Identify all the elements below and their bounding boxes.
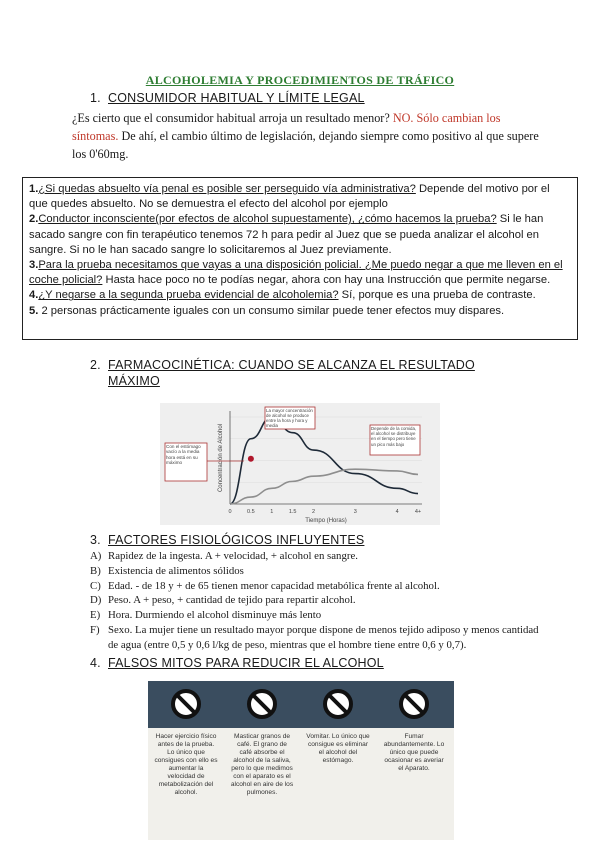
- myth-card: [300, 728, 376, 840]
- qa-item-3: [29, 258, 571, 288]
- section-1-text-red: NO. Sólo cambian los síntomas.: [72, 111, 501, 143]
- section-1-number: 1.: [90, 91, 101, 105]
- factor-item: [90, 579, 550, 594]
- factor-marker: A): [90, 550, 102, 562]
- qa-num: 2.: [29, 213, 39, 226]
- bac-chart-svg: [160, 403, 440, 525]
- factor-marker: B): [90, 564, 101, 577]
- y-axis-label: Concentración de Alcohol: [218, 423, 224, 493]
- myths-icon-bar: [148, 681, 454, 728]
- section-1-heading: [90, 91, 365, 105]
- factor-text: Edad. - de 18 y + de 65 tienen menor capacidad metabólica frente al alcohol.: [108, 579, 440, 592]
- myth-text: Masticar granos de café. El grano de café absorbe el alcohol de la saliva, pero lo que medimos con el aparato es el alcohol en aire de los pulmones.: [230, 733, 294, 796]
- section-3-title: FACTORES FISIOLÓGICOS INFLUYENTES: [108, 533, 365, 547]
- qa-answer: Hasta hace poco no te podías negar, ahora con hay una Instrucción que permite negarse.: [102, 274, 551, 287]
- qa-num: 5.: [29, 304, 39, 317]
- x-tick-label: 2: [312, 509, 316, 515]
- factor-item: [90, 608, 550, 623]
- factor-item: [90, 623, 550, 653]
- factor-text: Rapidez de la ingesta. A + velocidad, + alcohol en sangre.: [108, 550, 358, 562]
- factor-text: Existencia de alimentos sólidos: [108, 564, 244, 577]
- bac-chart: [160, 403, 440, 525]
- section-4-title: FALSOS MITOS PARA REDUCIR EL ALCOHOL: [108, 656, 384, 670]
- qa-answer: Si le han sacado sangre con fin terapéutico tenemos 72 h para pedir al Juez que se pueda analizar el alcohol en sangre. Si no le han sacado sangre lo solicitaremos al Juez previamente.: [29, 213, 544, 256]
- x-axis-label: Tiempo (Horas): [305, 518, 347, 524]
- section-1-title: CONSUMIDOR HABITUAL Y LÍMITE LEGAL: [108, 91, 365, 105]
- prohibited-icon: [321, 687, 355, 721]
- qa-num: 1.: [29, 183, 39, 195]
- factor-text: Peso. A + peso, + cantidad de tejido para repartir alcohol.: [108, 594, 356, 607]
- qa-question: Para la prueba necesitamos que vayas a una disposición policial. ¿Me puedo negar a que me lleven en el coche policial?: [29, 259, 563, 287]
- factor-item: [90, 564, 550, 579]
- factor-marker: F): [90, 623, 100, 636]
- series-line-2: [230, 469, 418, 504]
- section-2-heading: [90, 357, 530, 389]
- section-2-title-line1: FARMACOCINÉTICA: CUANDO SE ALCANZA EL RESULTADO: [108, 358, 475, 372]
- section-1-text-b: De ahí, el cambio último de legislación, dejando siempre como positivo al que supere los 0'60mg.: [72, 129, 539, 161]
- x-tick-label: 3: [353, 509, 357, 515]
- annotation-2: [266, 408, 314, 428]
- annotation-2-text: La mayor concentración de alcohol se produce entre la hora y hora y media: [266, 408, 313, 428]
- peak-marker: [248, 456, 254, 462]
- section-3-heading: [90, 533, 364, 547]
- myths-panel: [148, 681, 454, 840]
- section-3-number: 3.: [90, 533, 101, 547]
- factor-marker: D): [90, 594, 102, 607]
- qa-item-5: [29, 304, 571, 319]
- page-title: ALCOHOLEMIA Y PROCEDIMIENTOS DE TRÁFICO: [145, 73, 455, 87]
- qa-question: ¿Si quedas absuelto vía penal es posible ser perseguido vía administrativa?: [38, 183, 416, 195]
- factor-text: Sexo. La mujer tiene un resultado mayor porque dispone de menos tejido adiposo y menos cantidad de agua (entre 0,5 y 0,6 l/kg de peso, mientras que el hombre tiene entre 0,6 y 0,7).: [108, 623, 539, 651]
- qa-answer: Sí, porque es una prueba de contraste.: [338, 289, 536, 302]
- annotation-3-text: Depende de la comida, el alcohol se distribuye en el tiempo pero tiene un pico más bajo: [371, 426, 417, 447]
- section-4-number: 4.: [90, 656, 101, 670]
- myth-text: Fumar abundantemente. Lo único que puede ocasionar es averiar el Aparato.: [383, 733, 445, 772]
- qa-num: 4.: [29, 289, 39, 302]
- annotation-3: [371, 426, 419, 454]
- qa-item-4: [29, 288, 571, 303]
- section-1-paragraph: [72, 109, 542, 163]
- x-tick-label: 4: [395, 509, 399, 515]
- factor-marker: C): [90, 579, 101, 592]
- qa-num: 3.: [29, 259, 39, 272]
- qa-answer: 2 personas prácticamente iguales con un consumo similar puede tener efectos muy dispares.: [38, 304, 505, 317]
- section-2-number: 2.: [90, 358, 101, 372]
- section-1-text-a: ¿Es cierto que el consumidor habitual arroja un resultado menor?: [72, 111, 393, 125]
- myth-text: Hacer ejercicio físico antes de la prueba. Lo único que consigues con ello es aumentar la velocidad de metabolización del alcohol.: [154, 733, 218, 796]
- section-2-title-line2: MÁXIMO: [108, 374, 160, 388]
- prohibited-icon: [245, 687, 279, 721]
- prohibited-icon: [397, 687, 431, 721]
- factor-marker: E): [90, 609, 101, 622]
- qa-item-2: [29, 212, 571, 258]
- factor-text: Hora. Durmiendo el alcohol disminuye más lento: [108, 609, 322, 622]
- qa-answer: Depende del motivo por el que quedes absuelto. No se demuestra el efecto del alcohol por ejemplo: [29, 183, 550, 211]
- qa-item-1: [29, 182, 571, 212]
- x-tick-label: 0.5: [247, 509, 255, 515]
- x-tick-label: 1: [270, 509, 274, 515]
- section-4-heading: [90, 656, 384, 670]
- x-tick-label: 1.5: [288, 509, 297, 515]
- qa-box: [22, 177, 578, 340]
- myth-card: [376, 728, 452, 840]
- annotation-1: [166, 444, 206, 480]
- factors-list: [90, 549, 550, 653]
- factor-item: [90, 549, 550, 564]
- qa-question: Conductor inconsciente(por efectos de alcohol supuestamente), ¿cómo hacemos la prueba?: [38, 213, 497, 226]
- factor-item: [90, 593, 550, 608]
- prohibited-icon: [169, 687, 203, 721]
- myth-card: [224, 728, 300, 840]
- qa-question: ¿Y negarse a la segunda prueba evidencial de alcoholemia?: [38, 289, 339, 302]
- myth-text: Vomitar. Lo único que consigue es eliminar el alcohol del estómago.: [306, 733, 370, 764]
- annotation-1-text: Con el estómago vacío a la media hora está en su máximo: [166, 444, 201, 466]
- myth-card: [148, 728, 224, 840]
- x-tick-label: 0: [228, 509, 232, 515]
- x-tick-label: 4+: [414, 509, 422, 515]
